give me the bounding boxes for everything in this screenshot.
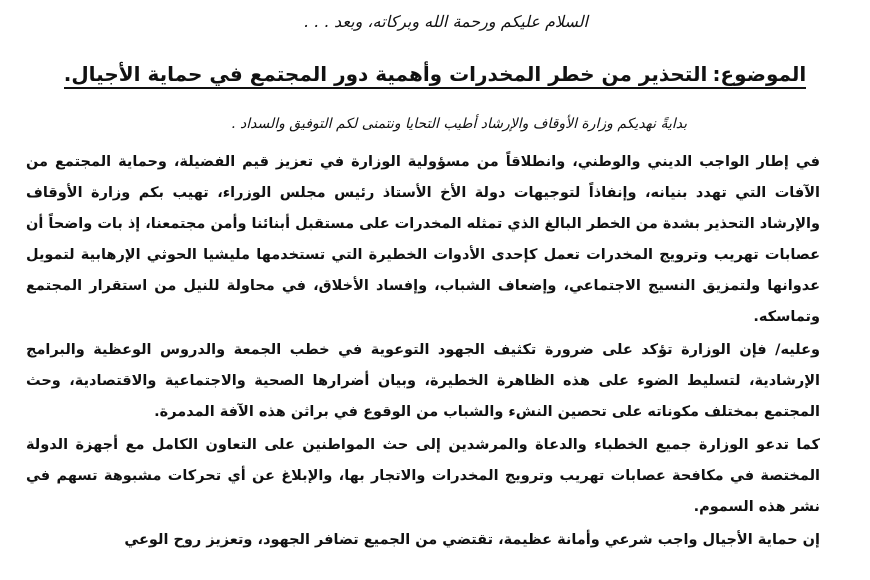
body-paragraph-2: وعليه/ فإن الوزارة تؤكد على ضرورة تكثيف الجهود التوعوية في خطب الجمعة والدروس الوعظية والبرامج الإرشادية، لتسليط الضوء على هذه الظاهرة الخطيرة، وبيان أضرارها الصحية والاجتماعية والاقتصادية، وحث المجتمع بمختلف مكوناته على تحصين النشء والشباب من الوقوع في براثن هذه الآفة المدمرة. (26, 342, 820, 420)
subject-label: الموضوع: (712, 62, 807, 86)
body-paragraph-1: في إطار الواجب الديني والوطني، وانطلاقاً من مسؤولية الوزارة في تعزيز قيم الفضيلة، وحماية المجتمع من الآفات التي تهدد بنيانه، وإنفاذاً لتوجيهات دولة الأخ الأستاذ رئيس مجلس الوزراء، تهيب بكم وزارة الأوقاف والإرشاد التحذير بشدة من الخطر البالغ الذي تمثله المخدرات على مستقبل أبنائنا وأمن مجتمعنا، إذ بات واضحاً أن عصابات تهريب وترويج المخدرات تعمل كإحدى الأدوات الخطيرة التي تستخدمها مليشيا الحوثي الإرهابية لتمويل عدوانها ولتمزيق النسيج الاجتماعي، وإضعاف الشباب، وإفساد الأخلاق، في محاولة للنيل من استقرار المجتمع وتماسكه. (25, 154, 820, 325)
subject-heading-inner (64, 58, 807, 89)
body-paragraph-3: كما تدعو الوزارة جميع الخطباء والدعاة والمرشدين إلى حث المواطنين على التعاون الكامل مع أجهزة الدولة المختصة في مكافحة عصابات تهريب وترويج المخدرات والاتجار بها، والإبلاغ عن أي تحركات مشبوهة تسهم في نشر هذه السموم. (26, 437, 820, 515)
letter-body (26, 147, 820, 558)
subject-heading (0, 58, 870, 89)
subject-underline (64, 87, 807, 89)
subject-text: التحذير من خطر المخدرات وأهمية دور المجتمع في حماية الأجيال. (63, 62, 708, 86)
body-paragraph-4: إن حماية الأجيال واجب شرعي وأمانة عظيمة، تقتضي من الجميع تضافر الجهود، وتعزيز روح الوعي (124, 532, 820, 548)
intro-line: بدايةً نهديكم وزارة الأوقاف والإرشاد أطيب التحايا ونتمنى لكم التوفيق والسداد . (231, 116, 687, 132)
greeting-line: السلام عليكم ورحمة الله وبركاته، وبعد . . . (303, 12, 588, 31)
